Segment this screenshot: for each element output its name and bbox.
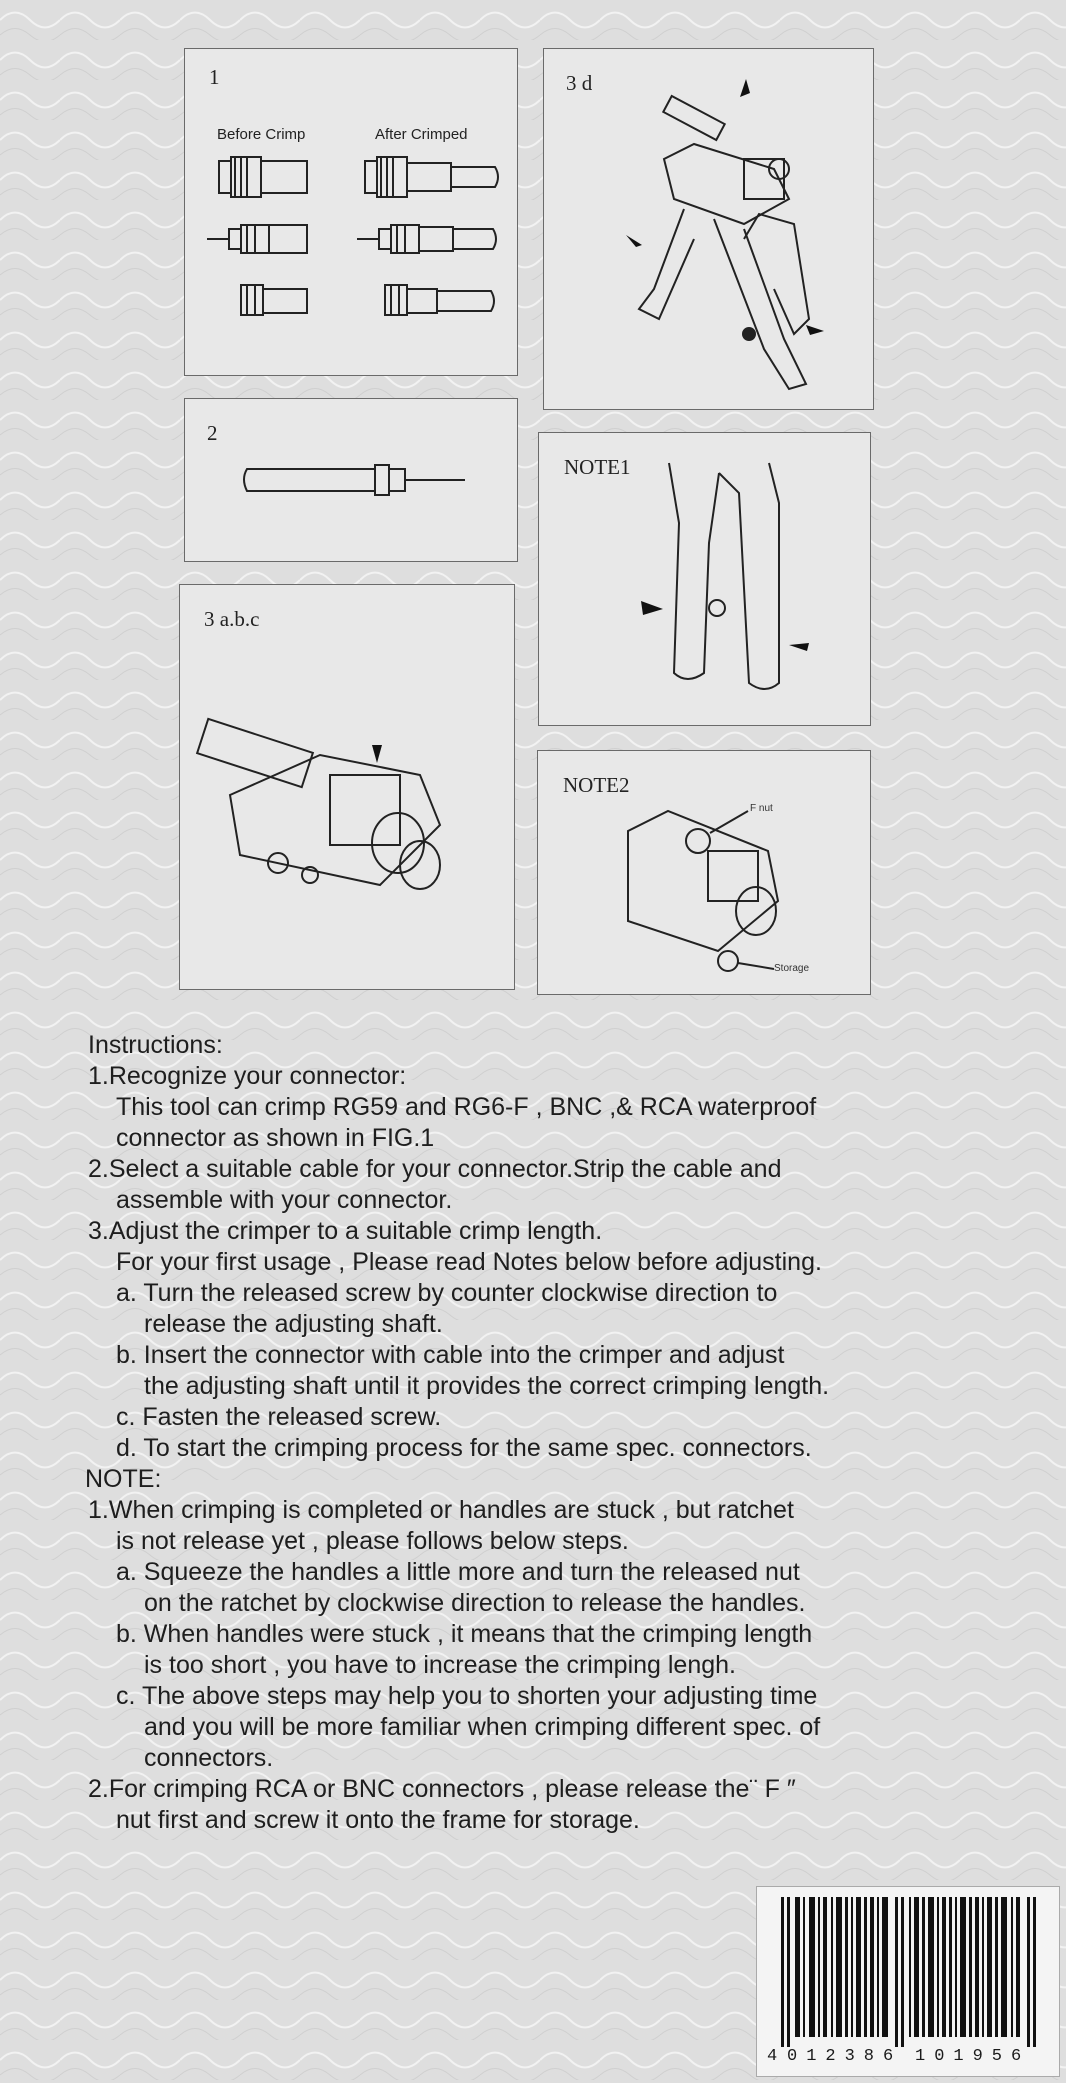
note2-label: NOTE2	[563, 773, 630, 797]
barcode	[756, 1886, 1060, 2077]
instruction-line: connector as shown in FIG.1	[116, 1124, 435, 1152]
crimper-handles-illustration	[539, 433, 871, 726]
figure-3d-label: 3 d	[566, 71, 593, 95]
storage-label: Storage	[774, 963, 810, 974]
figure-1-label: 1	[209, 65, 220, 89]
instruction-line: the adjusting shaft until it provides the correct crimping length.	[144, 1372, 830, 1400]
instruction-line: a. Turn the released screw by counter clockwise direction to	[116, 1279, 778, 1307]
barcode-bars	[757, 1887, 1061, 2047]
note-line: and you will be more familiar when crimping different spec. of	[144, 1713, 821, 1741]
note-line: b. When handles were stuck , it means that the crimping length	[116, 1620, 813, 1648]
instruction-line: 1.Recognize your connector:	[88, 1062, 407, 1090]
note-line: on the ratchet by clockwise direction to release the handles.	[144, 1589, 806, 1617]
figure-1-panel	[184, 48, 518, 376]
instruction-line: b. Insert the connector with cable into the crimper and adjust	[116, 1341, 785, 1369]
figure-2-panel	[184, 398, 518, 562]
crimper-adjust-illustration	[180, 585, 515, 990]
figure-3abc-label: 3 a.b.c	[204, 607, 260, 631]
note-line: c. The above steps may help you to shorten your adjusting time	[116, 1682, 818, 1710]
f-nut-label: F nut	[750, 803, 773, 814]
note-line: is too short , you have to increase the crimping lengh.	[144, 1651, 736, 1679]
barcode-left-digits: 012386	[787, 2047, 903, 2066]
barcode-right-digits: 101956	[915, 2047, 1031, 2066]
barcode-first-digit: 4	[767, 2047, 778, 2066]
note-line: nut first and screw it onto the frame for storage.	[116, 1806, 640, 1834]
instruction-line: d. To start the crimping process for the same spec. connectors.	[116, 1434, 812, 1462]
crimper-storage-illustration	[538, 751, 871, 995]
instruction-line: assemble with your connector.	[116, 1186, 453, 1214]
figure-3d-panel	[543, 48, 874, 410]
instructions-text	[85, 1030, 988, 1836]
instruction-line: release the adjusting shaft.	[144, 1310, 443, 1338]
connectors-illustration	[185, 49, 518, 376]
note-line: is not release yet , please follows below steps.	[116, 1527, 629, 1555]
note2-panel	[537, 750, 871, 995]
note1-label: NOTE1	[564, 455, 631, 479]
note1-panel	[538, 432, 871, 726]
instructions-heading: Instructions:	[88, 1031, 223, 1059]
instruction-line: This tool can crimp RG59 and RG6-F , BNC ,& RCA waterproof	[116, 1093, 817, 1121]
figure-2-label: 2	[207, 421, 218, 445]
crimper-tool-illustration	[544, 49, 874, 410]
figure-3abc-panel	[179, 584, 515, 990]
instruction-line: 3.Adjust the crimper to a suitable crimp length.	[88, 1217, 603, 1245]
after-crimped-caption: After Crimped	[375, 126, 468, 143]
note-line: connectors.	[144, 1744, 274, 1772]
note-line: a. Squeeze the handles a little more and turn the released nut	[116, 1558, 800, 1586]
before-crimp-caption: Before Crimp	[217, 126, 306, 143]
instruction-line: 2.Select a suitable cable for your connector.Strip the cable and	[88, 1155, 782, 1183]
instruction-line: c. Fasten the released screw.	[116, 1403, 442, 1431]
instruction-line: For your first usage , Please read Notes below before adjusting.	[116, 1248, 822, 1276]
note-heading: NOTE:	[85, 1465, 162, 1493]
note-line: 2.For crimping RCA or BNC connectors , please release the¨ F ″	[88, 1775, 796, 1803]
note-line: 1.When crimping is completed or handles are stuck , but ratchet	[88, 1496, 794, 1524]
stripped-cable-illustration	[185, 399, 518, 562]
